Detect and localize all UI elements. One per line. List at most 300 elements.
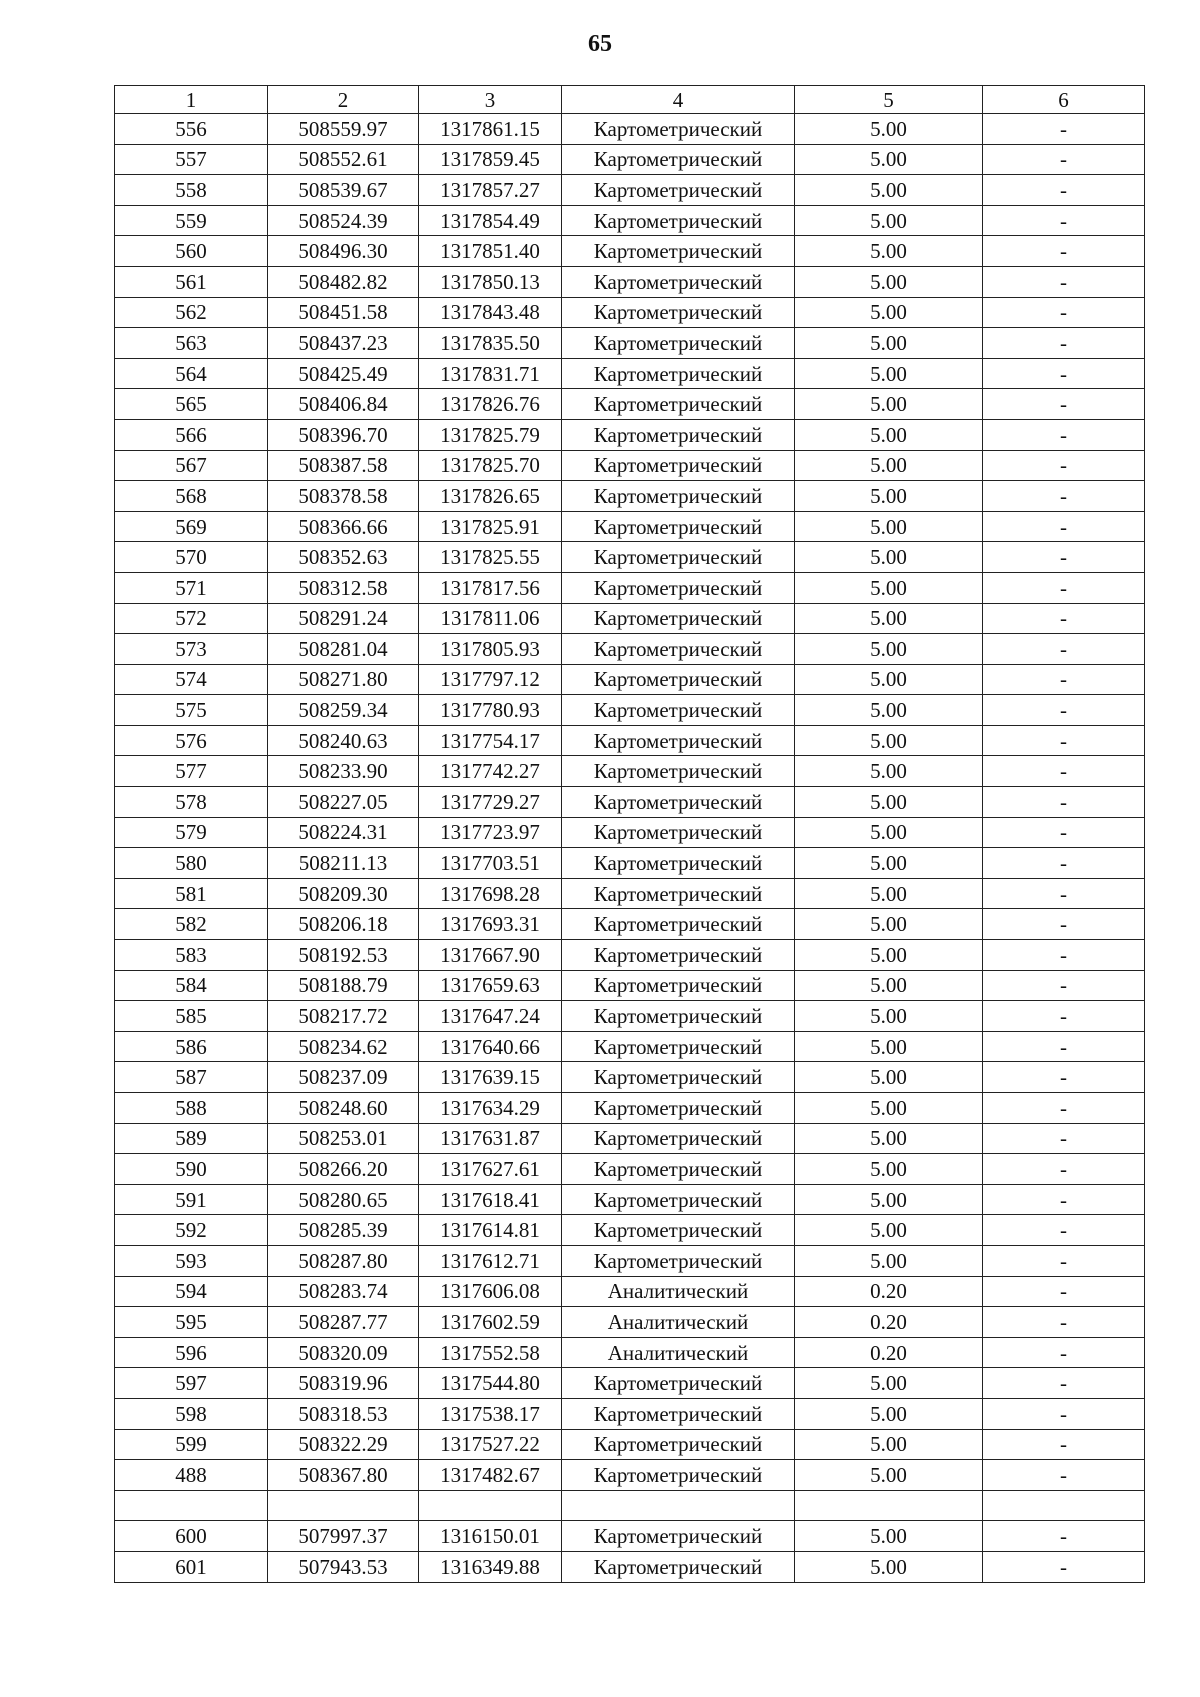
cell-note: - (983, 878, 1145, 909)
table-body (115, 114, 1145, 1583)
cell-point-number: 596 (115, 1337, 268, 1368)
header-row (115, 86, 1145, 114)
table-row (115, 1276, 1145, 1307)
cell-y-coordinate: 1317723.97 (419, 817, 562, 848)
cell-accuracy: 0.20 (795, 1337, 983, 1368)
cell-y-coordinate: 1317857.27 (419, 175, 562, 206)
cell-method: Картометрический (562, 1245, 795, 1276)
cell-x-coordinate: 508281.04 (268, 634, 419, 665)
cell-y-coordinate: 1317851.40 (419, 236, 562, 267)
cell-x-coordinate: 508396.70 (268, 419, 419, 450)
table-row (115, 114, 1145, 145)
table-row (115, 236, 1145, 267)
table-row (115, 695, 1145, 726)
cell-accuracy: 5.00 (795, 114, 983, 145)
cell-note: - (983, 1215, 1145, 1246)
cell-accuracy: 5.00 (795, 1154, 983, 1185)
table-row (115, 450, 1145, 481)
cell-y-coordinate: 1317754.17 (419, 725, 562, 756)
cell-method: Картометрический (562, 389, 795, 420)
cell-method: Картометрический (562, 542, 795, 573)
cell-x-coordinate: 507943.53 (268, 1551, 419, 1582)
cell-x-coordinate: 508437.23 (268, 328, 419, 359)
cell-y-coordinate: 1317693.31 (419, 909, 562, 940)
cell-note: - (983, 787, 1145, 818)
cell-x-coordinate: 508217.72 (268, 1001, 419, 1032)
table-row (115, 175, 1145, 206)
cell-method: Картометрический (562, 328, 795, 359)
cell-y-coordinate: 1317854.49 (419, 205, 562, 236)
table-row (115, 511, 1145, 542)
cell-note: - (983, 175, 1145, 206)
table-row (115, 1093, 1145, 1124)
table-row (115, 1031, 1145, 1062)
cell-method: Картометрический (562, 481, 795, 512)
cell-point-number: 558 (115, 175, 268, 206)
cell-accuracy: 5.00 (795, 878, 983, 909)
cell-accuracy: 5.00 (795, 511, 983, 542)
cell-x-coordinate: 508425.49 (268, 358, 419, 389)
cell-accuracy: 5.00 (795, 1521, 983, 1552)
cell-x-coordinate: 508240.63 (268, 725, 419, 756)
cell-method: Картометрический (562, 572, 795, 603)
column-header-1: 1 (115, 86, 268, 114)
cell-method: Картометрический (562, 695, 795, 726)
cell-y-coordinate: 1317780.93 (419, 695, 562, 726)
cell-point-number: 587 (115, 1062, 268, 1093)
cell-accuracy: 5.00 (795, 909, 983, 940)
cell-x-coordinate: 508283.74 (268, 1276, 419, 1307)
cell-x-coordinate: 508206.18 (268, 909, 419, 940)
cell-x-coordinate: 508482.82 (268, 266, 419, 297)
cell-y-coordinate: 1317606.08 (419, 1276, 562, 1307)
cell-y-coordinate: 1317659.63 (419, 970, 562, 1001)
cell-point-number: 586 (115, 1031, 268, 1062)
cell-x-coordinate: 508237.09 (268, 1062, 419, 1093)
cell-point-number: 564 (115, 358, 268, 389)
table-row (115, 1215, 1145, 1246)
cell-method: Картометрический (562, 1368, 795, 1399)
cell-point-number: 575 (115, 695, 268, 726)
cell-x-coordinate: 508367.80 (268, 1460, 419, 1491)
cell-point-number: 556 (115, 114, 268, 145)
table-row (115, 1062, 1145, 1093)
cell-accuracy: 5.00 (795, 940, 983, 971)
cell-point-number: 577 (115, 756, 268, 787)
cell-accuracy: 5.00 (795, 1245, 983, 1276)
cell-x-coordinate: 508227.05 (268, 787, 419, 818)
cell-note: - (983, 1551, 1145, 1582)
cell-method: Картометрический (562, 1123, 795, 1154)
cell-note: - (983, 205, 1145, 236)
cell-accuracy: 5.00 (795, 297, 983, 328)
table-row (115, 756, 1145, 787)
table-row (115, 1521, 1145, 1552)
cell-point-number: 569 (115, 511, 268, 542)
cell-note: - (983, 1245, 1145, 1276)
cell-y-coordinate: 1317850.13 (419, 266, 562, 297)
cell-point-number: 594 (115, 1276, 268, 1307)
table-row (115, 970, 1145, 1001)
table-row (115, 878, 1145, 909)
cell-note: - (983, 603, 1145, 634)
cell-note: - (983, 1154, 1145, 1185)
cell-note (983, 1490, 1145, 1521)
table-row (115, 266, 1145, 297)
cell-x-coordinate: 508287.77 (268, 1307, 419, 1338)
cell-point-number: 598 (115, 1398, 268, 1429)
cell-method: Картометрический (562, 419, 795, 450)
cell-accuracy: 5.00 (795, 1215, 983, 1246)
cell-point-number: 559 (115, 205, 268, 236)
cell-note: - (983, 848, 1145, 879)
cell-method: Картометрический (562, 144, 795, 175)
cell-note: - (983, 511, 1145, 542)
cell-accuracy: 5.00 (795, 1429, 983, 1460)
cell-note: - (983, 450, 1145, 481)
table-row (115, 358, 1145, 389)
cell-note: - (983, 266, 1145, 297)
cell-x-coordinate: 508253.01 (268, 1123, 419, 1154)
cell-method (562, 1490, 795, 1521)
cell-accuracy: 5.00 (795, 1398, 983, 1429)
cell-note: - (983, 970, 1145, 1001)
cell-x-coordinate: 508287.80 (268, 1245, 419, 1276)
cell-note: - (983, 572, 1145, 603)
cell-method: Картометрический (562, 787, 795, 818)
cell-x-coordinate: 508318.53 (268, 1398, 419, 1429)
cell-x-coordinate: 508209.30 (268, 878, 419, 909)
cell-method: Картометрический (562, 358, 795, 389)
cell-y-coordinate: 1317614.81 (419, 1215, 562, 1246)
cell-note: - (983, 756, 1145, 787)
cell-note: - (983, 144, 1145, 175)
cell-accuracy: 5.00 (795, 144, 983, 175)
table-row (115, 1154, 1145, 1185)
cell-method: Картометрический (562, 1031, 795, 1062)
table-row (115, 481, 1145, 512)
cell-accuracy: 5.00 (795, 419, 983, 450)
cell-point-number: 581 (115, 878, 268, 909)
cell-method: Картометрический (562, 511, 795, 542)
cell-point-number: 591 (115, 1184, 268, 1215)
page-number: 65 (588, 31, 612, 57)
table-row (115, 389, 1145, 420)
cell-x-coordinate: 508271.80 (268, 664, 419, 695)
table-row (115, 1184, 1145, 1215)
cell-y-coordinate: 1317831.71 (419, 358, 562, 389)
cell-accuracy: 5.00 (795, 1001, 983, 1032)
cell-y-coordinate: 1317667.90 (419, 940, 562, 971)
cell-accuracy: 5.00 (795, 1368, 983, 1399)
cell-point-number: 582 (115, 909, 268, 940)
cell-method: Картометрический (562, 878, 795, 909)
coordinates-table (114, 85, 1145, 1583)
cell-point-number: 566 (115, 419, 268, 450)
cell-x-coordinate: 508406.84 (268, 389, 419, 420)
cell-method: Аналитический (562, 1337, 795, 1368)
cell-point-number: 572 (115, 603, 268, 634)
cell-accuracy: 5.00 (795, 603, 983, 634)
cell-point-number: 599 (115, 1429, 268, 1460)
cell-method: Картометрический (562, 297, 795, 328)
cell-y-coordinate: 1316349.88 (419, 1551, 562, 1582)
cell-accuracy: 0.20 (795, 1307, 983, 1338)
cell-x-coordinate: 508259.34 (268, 695, 419, 726)
cell-note: - (983, 940, 1145, 971)
cell-y-coordinate: 1317826.76 (419, 389, 562, 420)
cell-x-coordinate: 507997.37 (268, 1521, 419, 1552)
table-row (115, 1551, 1145, 1582)
cell-x-coordinate: 508559.97 (268, 114, 419, 145)
cell-point-number: 595 (115, 1307, 268, 1338)
column-header-6: 6 (983, 86, 1145, 114)
cell-x-coordinate: 508496.30 (268, 236, 419, 267)
cell-method: Аналитический (562, 1307, 795, 1338)
cell-note: - (983, 909, 1145, 940)
cell-y-coordinate: 1317612.71 (419, 1245, 562, 1276)
cell-accuracy: 5.00 (795, 1031, 983, 1062)
cell-y-coordinate: 1317640.66 (419, 1031, 562, 1062)
cell-method: Картометрический (562, 909, 795, 940)
column-header-3: 3 (419, 86, 562, 114)
cell-y-coordinate: 1317538.17 (419, 1398, 562, 1429)
cell-method: Картометрический (562, 1154, 795, 1185)
cell-note: - (983, 1368, 1145, 1399)
cell-method: Картометрический (562, 756, 795, 787)
cell-y-coordinate: 1317859.45 (419, 144, 562, 175)
cell-method: Картометрический (562, 603, 795, 634)
cell-accuracy: 5.00 (795, 205, 983, 236)
cell-note: - (983, 1062, 1145, 1093)
cell-note: - (983, 695, 1145, 726)
table-row (115, 205, 1145, 236)
cell-note: - (983, 1031, 1145, 1062)
cell-y-coordinate: 1317631.87 (419, 1123, 562, 1154)
cell-x-coordinate: 508224.31 (268, 817, 419, 848)
cell-y-coordinate: 1317527.22 (419, 1429, 562, 1460)
cell-method: Картометрический (562, 1001, 795, 1032)
cell-y-coordinate: 1317843.48 (419, 297, 562, 328)
cell-accuracy: 5.00 (795, 634, 983, 665)
table-row (115, 940, 1145, 971)
cell-note: - (983, 1123, 1145, 1154)
cell-y-coordinate: 1317552.58 (419, 1337, 562, 1368)
cell-point-number: 588 (115, 1093, 268, 1124)
cell-accuracy: 5.00 (795, 756, 983, 787)
cell-point-number: 597 (115, 1368, 268, 1399)
table-row (115, 634, 1145, 665)
cell-y-coordinate: 1317805.93 (419, 634, 562, 665)
table-row (115, 848, 1145, 879)
cell-method: Картометрический (562, 1398, 795, 1429)
cell-method: Картометрический (562, 1215, 795, 1246)
cell-method: Картометрический (562, 114, 795, 145)
cell-point-number: 557 (115, 144, 268, 175)
cell-x-coordinate: 508248.60 (268, 1093, 419, 1124)
cell-point-number: 579 (115, 817, 268, 848)
cell-point-number: 565 (115, 389, 268, 420)
table-row (115, 1337, 1145, 1368)
table-row (115, 787, 1145, 818)
cell-y-coordinate: 1316150.01 (419, 1521, 562, 1552)
cell-method: Картометрический (562, 236, 795, 267)
cell-x-coordinate: 508319.96 (268, 1368, 419, 1399)
cell-point-number: 578 (115, 787, 268, 818)
cell-note: - (983, 1093, 1145, 1124)
cell-method: Аналитический (562, 1276, 795, 1307)
cell-accuracy: 5.00 (795, 542, 983, 573)
cell-note: - (983, 817, 1145, 848)
cell-accuracy: 5.00 (795, 817, 983, 848)
cell-y-coordinate: 1317634.29 (419, 1093, 562, 1124)
cell-y-coordinate: 1317825.91 (419, 511, 562, 542)
table-header (115, 86, 1145, 114)
cell-method: Картометрический (562, 940, 795, 971)
cell-method: Картометрический (562, 1521, 795, 1552)
cell-point-number: 573 (115, 634, 268, 665)
cell-x-coordinate: 508312.58 (268, 572, 419, 603)
cell-accuracy: 5.00 (795, 787, 983, 818)
cell-note: - (983, 236, 1145, 267)
cell-method: Картометрический (562, 1062, 795, 1093)
cell-point-number: 562 (115, 297, 268, 328)
cell-point-number: 593 (115, 1245, 268, 1276)
cell-y-coordinate: 1317861.15 (419, 114, 562, 145)
cell-accuracy: 5.00 (795, 1460, 983, 1491)
cell-y-coordinate: 1317817.56 (419, 572, 562, 603)
cell-accuracy: 5.00 (795, 328, 983, 359)
cell-point-number: 567 (115, 450, 268, 481)
table-row (115, 1398, 1145, 1429)
cell-accuracy: 5.00 (795, 1093, 983, 1124)
cell-note: - (983, 1001, 1145, 1032)
cell-x-coordinate: 508387.58 (268, 450, 419, 481)
cell-y-coordinate: 1317639.15 (419, 1062, 562, 1093)
cell-accuracy: 5.00 (795, 695, 983, 726)
cell-x-coordinate: 508280.65 (268, 1184, 419, 1215)
cell-y-coordinate: 1317544.80 (419, 1368, 562, 1399)
cell-method: Картометрический (562, 175, 795, 206)
cell-note: - (983, 297, 1145, 328)
cell-method: Картометрический (562, 664, 795, 695)
table-row (115, 725, 1145, 756)
cell-accuracy: 5.00 (795, 572, 983, 603)
cell-method: Картометрический (562, 848, 795, 879)
cell-x-coordinate: 508291.24 (268, 603, 419, 634)
cell-note: - (983, 1307, 1145, 1338)
cell-accuracy: 5.00 (795, 970, 983, 1001)
cell-accuracy: 5.00 (795, 236, 983, 267)
cell-point-number: 592 (115, 1215, 268, 1246)
column-header-5: 5 (795, 86, 983, 114)
cell-accuracy: 0.20 (795, 1276, 983, 1307)
table-row (115, 328, 1145, 359)
cell-accuracy: 5.00 (795, 1551, 983, 1582)
cell-point-number: 561 (115, 266, 268, 297)
cell-x-coordinate: 508322.29 (268, 1429, 419, 1460)
cell-point-number: 488 (115, 1460, 268, 1491)
cell-method: Картометрический (562, 205, 795, 236)
cell-y-coordinate: 1317627.61 (419, 1154, 562, 1185)
cell-y-coordinate: 1317797.12 (419, 664, 562, 695)
cell-point-number: 589 (115, 1123, 268, 1154)
cell-x-coordinate: 508378.58 (268, 481, 419, 512)
table-row (115, 542, 1145, 573)
cell-x-coordinate: 508320.09 (268, 1337, 419, 1368)
cell-y-coordinate: 1317825.70 (419, 450, 562, 481)
cell-y-coordinate (419, 1490, 562, 1521)
table-row (115, 1429, 1145, 1460)
cell-y-coordinate: 1317703.51 (419, 848, 562, 879)
cell-note: - (983, 1429, 1145, 1460)
cell-x-coordinate (268, 1490, 419, 1521)
table-row (115, 1307, 1145, 1338)
table-row (115, 603, 1145, 634)
cell-accuracy: 5.00 (795, 358, 983, 389)
table-row (115, 297, 1145, 328)
cell-method: Картометрический (562, 1460, 795, 1491)
cell-note: - (983, 358, 1145, 389)
cell-x-coordinate: 508285.39 (268, 1215, 419, 1246)
cell-point-number (115, 1490, 268, 1521)
cell-method: Картометрический (562, 817, 795, 848)
cell-note: - (983, 389, 1145, 420)
cell-point-number: 583 (115, 940, 268, 971)
cell-y-coordinate: 1317742.27 (419, 756, 562, 787)
cell-note: - (983, 1460, 1145, 1491)
cell-accuracy: 5.00 (795, 481, 983, 512)
cell-method: Картометрический (562, 970, 795, 1001)
cell-x-coordinate: 508539.67 (268, 175, 419, 206)
cell-note: - (983, 542, 1145, 573)
cell-method: Картометрический (562, 266, 795, 297)
cell-point-number: 574 (115, 664, 268, 695)
table-row (115, 572, 1145, 603)
cell-x-coordinate: 508524.39 (268, 205, 419, 236)
cell-note: - (983, 725, 1145, 756)
cell-note: - (983, 1398, 1145, 1429)
column-header-2: 2 (268, 86, 419, 114)
table-row (115, 1123, 1145, 1154)
table-row (115, 144, 1145, 175)
cell-y-coordinate: 1317835.50 (419, 328, 562, 359)
cell-accuracy: 5.00 (795, 266, 983, 297)
cell-y-coordinate: 1317826.65 (419, 481, 562, 512)
column-header-4: 4 (562, 86, 795, 114)
cell-method: Картометрический (562, 1429, 795, 1460)
table-row (115, 909, 1145, 940)
cell-point-number: 560 (115, 236, 268, 267)
cell-point-number: 601 (115, 1551, 268, 1582)
cell-point-number: 585 (115, 1001, 268, 1032)
cell-y-coordinate: 1317647.24 (419, 1001, 562, 1032)
cell-note: - (983, 1337, 1145, 1368)
table-row (115, 817, 1145, 848)
cell-accuracy: 5.00 (795, 1062, 983, 1093)
cell-note: - (983, 328, 1145, 359)
cell-note: - (983, 481, 1145, 512)
cell-accuracy: 5.00 (795, 725, 983, 756)
cell-y-coordinate: 1317729.27 (419, 787, 562, 818)
cell-x-coordinate: 508352.63 (268, 542, 419, 573)
cell-accuracy (795, 1490, 983, 1521)
cell-method: Картометрический (562, 634, 795, 665)
cell-note: - (983, 1276, 1145, 1307)
cell-y-coordinate: 1317602.59 (419, 1307, 562, 1338)
cell-x-coordinate: 508192.53 (268, 940, 419, 971)
cell-note: - (983, 664, 1145, 695)
